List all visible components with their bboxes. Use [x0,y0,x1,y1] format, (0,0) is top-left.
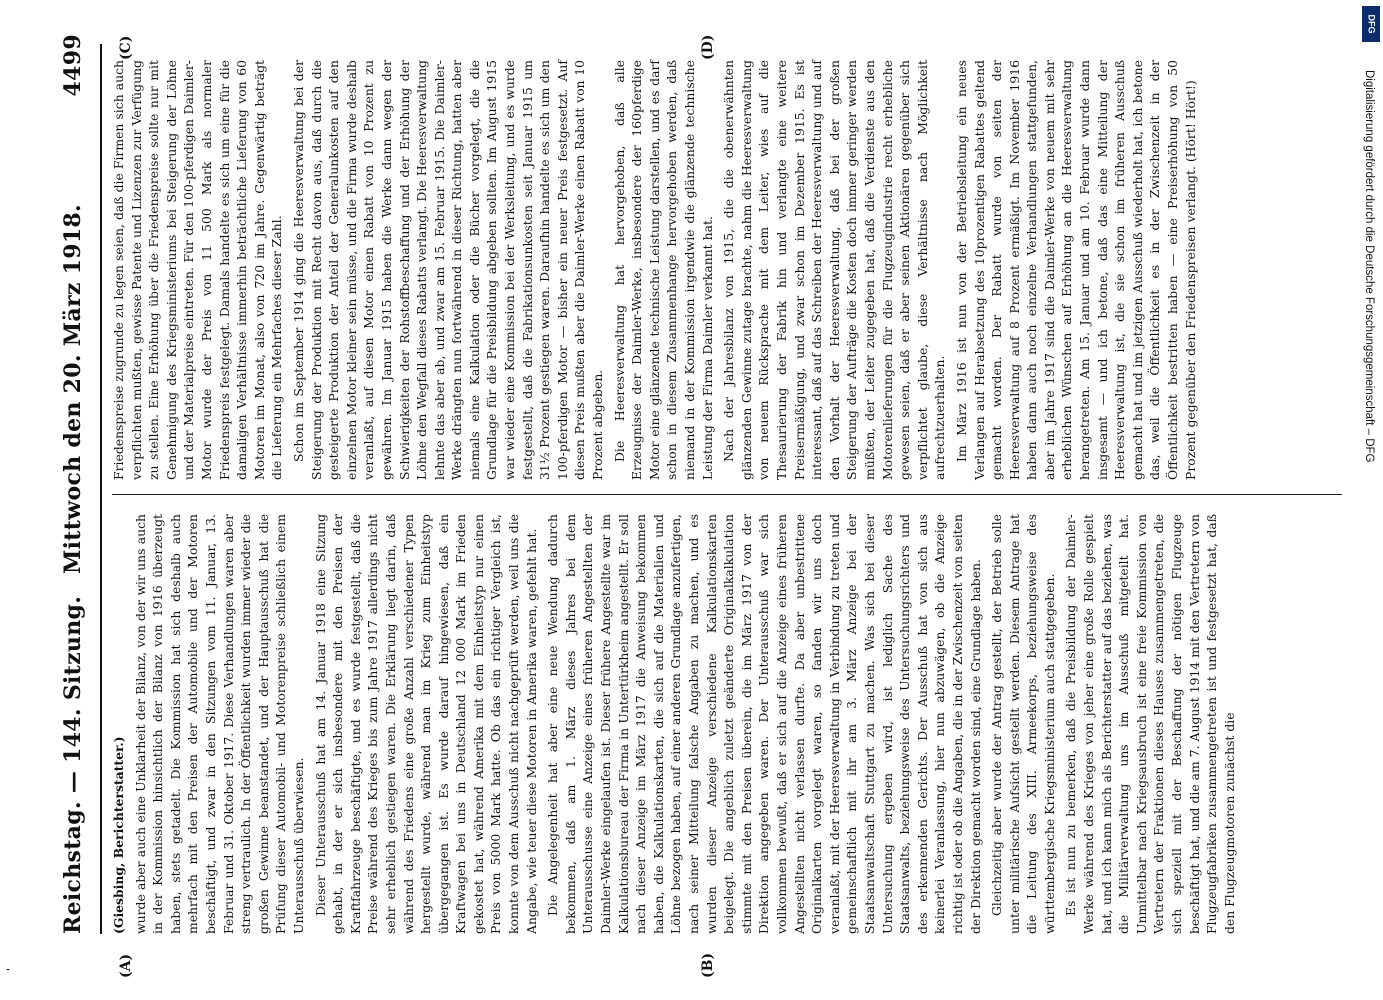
paragraph: Gleichzeitig aber wurde der Antrag gestellt, der Betrieb solle unter militärische Aufsicht gestellt werden. Diesem Antrage hat die Leitung des XIII. Armeekorps, beziehungsweise des württembergische Kriegsministerium auch stattgegeben. [989,514,1057,934]
page-header [60,34,100,934]
speaker-line: (Giesbing, Berichterstatter.) [111,736,126,934]
header-rule [100,44,102,934]
margin-marker-a: (A) [118,953,134,978]
header-session: Reichstag. — 144. Sitzung. [60,595,86,934]
column-separator [112,494,1342,495]
paragraph: Schon im September 1914 ging die Heeresverwaltung bei der Steigerung der Produktion mit Recht davon aus, daß durch die gesteigerte Produktion der Anteil der Generalunkosten auf den einzelnen Motor kleiner sein müsse, und die Firma wurde deshalb veranlaßt, auf diesen Motor einen Rabatt von 10 Prozent zu gewähren. Im Januar 1915 haben die Werke dann wegen der Schwierigkeiten der Rohstoffbeschaffung und der Erhöhung der Löhne den Wegfall dieses Rabatts verlangt. Die Heeresverwaltung lehnte das aber ab, und zwar am 15. Februar 1915. Die Daimler-Werke drängten nun fortwährend in dieser Richtung, hatten aber niemals eine Kalkulation oder die Bücher vorgelegt, die die Grundlage für die Preisbildung abgeben sollten. Im August 1915 war wieder eine Kommission bei der Werksleitung, und es wurde festgestellt, daß die Fabrikationsunkosten seit Januar 1915 um 31½ Prozent gestiegen waren. Daraufhin handelte es sich um den 100-pferdigen Motor — bisher ein neuer Preis festgesetzt. Auf diesen Preis mußten aber die Daimler-Werke einen Rabatt von 10 Prozent abgeben. [290,60,606,480]
margin-marker-c: (C) [118,35,134,60]
right-column [110,60,1203,480]
page-edge-mark: - [6,962,11,976]
paragraph: Die Heeresverwaltung hat hervorgehoben, daß alle Erzeugnisse der Daimler-Werke, insbesondere der 160pferdige Motor eine glänzende technische Leistung darstellen, und es darf schon in diesem Zusammenhange hervorgehoben werden, daß niemand in der Kommission irgendwie die glänzende technische Leistung der Firma Daimler verkannt hat. [611,60,715,480]
credit-text: Digitalisierung gefördert durch die Deutsche Forschungsgemeinschaft – DFG [1363,70,1375,463]
header-page-number: 4499 [60,34,86,97]
paragraph: Nach der Jahresbilanz von 1915, die die obenerwähnten glänzenden Gewinne zutage brachte, nahm die Heeresverwaltung von neuem Rücksprache mit dem Leiter, wies auf die Thesaurierung der Fabrik hin und verlangte eine weitere Preisermäßigung, und zwar schon im Dezember 1915. Es ist interessant, daß auf das Schreiben der Heeresverwaltung und auf den Vorhalt der Heeresverwaltung, daß bei der großen Steigerung der Aufträge die Kosten doch immer geringer werden müßten, der Leiter zugegeben hat, daß die Verdienste aus den Motorenlieferungen für die Flugzeugindustrie recht erhebliche gewesen seien, daß er aber seinen Aktionären gegenüber sich verpflichtet glaube, diese Verhältnisse nach Möglichkeit aufrechtzuerhalten. [721,60,948,480]
paragraph: Dieser Unterausschuß hat am 14. Januar 1918 eine Sitzung gehabt, in der er sich insbesondere mit den Preisen der Kraftfahrzeuge beschäftigte, und es wurde festgestellt, daß die Preise während des Krieges bis zum Jahre 1917 allerdings nicht sehr erheblich gestiegen waren. Die Erklärung liegt darin, daß während des Friedens eine große Anzahl verschiedener Typen hergestellt wurde, während man im Krieg zum Einheitstyp übergegangen ist. Es wurde darauf hingewiesen, daß ein Kraftwagen bei uns in Deutschland 12 000 Mark im Frieden gekostet hat, während Amerika mit dem Einheitstyp nur einen Preis von 5000 Mark hatte. Ob das ein richtiger Vergleich ist, konnte von dem Ausschuß nicht nachgeprüft werden, weil uns die Angabe, wie teuer diese Motoren in Amerika waren, gefehlt hat. [312,514,539,934]
margin-marker-b: (B) [700,952,716,978]
paragraph: Friedenspreise zugrunde zu legen seien, daß die Firmen sich auch verpflichten mußten, gewisse Patente und Lizenzen zur Verfügung zu stellen. Eine Erhöhung über die Friedenspreise sollte nur mit Genehmigung des Kriegsministeriums bei Steigerung der Löhne und der Materialpreise eintreten. Für den 100-pferdigen Daimler-Motor wurde der Preis von 11 500 Mark als normaler Friedenspreis festgelegt. Damals handelte es sich um eine für die damaligen Verhältnisse immerhin beträchtliche Lieferung von 60 Motoren im Monat, also von 720 im Jahre. Gegenwärtig beträgt die Lieferung ein Mehrfaches dieser Zahl. [111,60,285,480]
digitization-credit [1361,10,1377,990]
paragraph: wurde aber auch eine Unklarheit der Bilanz, von der wir uns auch in der Kommission hinsichtlich der Bilanz von 1916 überzeugt haben, stets getadelt. Die Kommission hat sich deshalb auch mehrfach mit den Preisen der Automobile und der Motoren beschäftigt, und zwar in den Sitzungen vom 11. Januar, 13. Februar und 31. Oktober 1917. Diese Verhandlungen waren aber streng vertraulich. In der Öffentlichkeit wurden immer wieder die großen Gewinne beanstandet, und der Hauptausschuß hat die Prüfung dieser Automobil- und Motorenpreise schließlich einem Unterausschuß überwiesen. [132,514,306,934]
margin-marker-d: (D) [700,34,716,60]
dfg-logo: DFG [1362,6,1380,42]
header-date: Mittwoch den 20. März 1918. [60,203,86,574]
paragraph: Im März 1916 ist nun von der Betriebsleitung ein neues Verlangen auf Herabsetzung des 10prozentigen Rabattes geltend gemacht worden. Der Rabatt wurde von seiten der Heeresverwaltung auf 8 Prozent ermäßigt. Im November 1916 haben dann auch noch einzelne Verhandlungen stattgefunden, aber im Jahre 1917 sind die Daimler-Werke von neuem mit sehr erheblichen Wünschen auf Erhöhung an die Heeresverwaltung herangetreten. Am 15. Januar und am 10. Februar wurde dann insgesamt — und ich betone, daß das eine Mitteilung der Heeresverwaltung ist, die sie schon im früheren Ausschuß gemacht hat und im jetzigen Ausschuß wiederholt hat, ich betone das, weil die Öffentlichkeit es in der Zwischenzeit in der Öffentlichkeit bestritten haben — eine Preiserhöhung von 50 Prozent gegenüber den Friedenspreisen verlangt. (Hört! Hört!) [953,60,1198,480]
paragraph: Die Angelegenheit hat aber eine neue Wendung dadurch bekommen, daß am 1. März dieses Jahres bei dem Unterausschusse eine Anzeige eines früheren Angestellten der Daimler-Werke eingelaufen ist. Dieser frühere Angestellte war im Kalkulationsbureau der Firma in Untertürkheim angestellt. Er soll nach dieser Anzeige im März 1917 die Anweisung bekommen haben, die Kalkulationskarten, die sich auf die Materialien und Löhne bezogen haben, auf einer anderen Grundlage anzufertigen, nach seiner Mitteilung falsche Angaben zu machen, und es wurden dieser Anzeige verschiedene Kalkulationskarten beigelegt. Die angeblich zuletzt geänderte Originalkalkulation stimmte mit den Preisen überein, die im März 1917 von der Direktion angegeben waren. Der Unterausschuß war sich vollkommen bewußt, daß er sich auf die Anzeige eines früheren Angestellten nicht verlassen durfte. Da aber unbestrittene Originalkarten vorgelegt waren, so fanden wir uns doch veranlaßt, mit der Heeresverwaltung in Verbindung zu treten und gemeinschaftlich mit ihr am 3. März Anzeige bei der Staatsanwaltschaft Stuttgart zu machen. Was sich bei dieser Untersuchung ergeben wird, ist lediglich Sache des Staatsanwalts, beziehungsweise des Untersuchungsrichters und des erkennenden Gerichts. Der Ausschuß hat von sich aus keinerlei Veranlassung, hier nun abzuwägen, ob die Anzeige richtig ist oder ob die Angaben, die in der Zwischenzeit von seiten der Direktion gemacht worden sind, eine Grundlage haben. [545,514,983,934]
paragraph: Es ist nun zu bemerken, daß die Preisbildung der Daimler-Werke während des Krieges von jeher eine große Rolle gespielt hat, und ich kann mich als Berichterstatter auf das beziehen, was die Militärverwaltung uns im Ausschuß mitgeteilt hat. Unmittelbar nach Kriegsausbruch ist eine freie Kommission von Vertretern der Fraktionen dieses Hauses zusammengetreten, die sich speziell mit der Beschaffung der nötigen Flugzeuge beschäftigt hat, und die am 7. August 1914 mit den Vertretern von Flugzeugfabriken zusammengetreten ist und festgesetzt hat, daß den Flugzeugmotoren zunächst die [1063,514,1237,934]
left-column [110,514,1242,934]
